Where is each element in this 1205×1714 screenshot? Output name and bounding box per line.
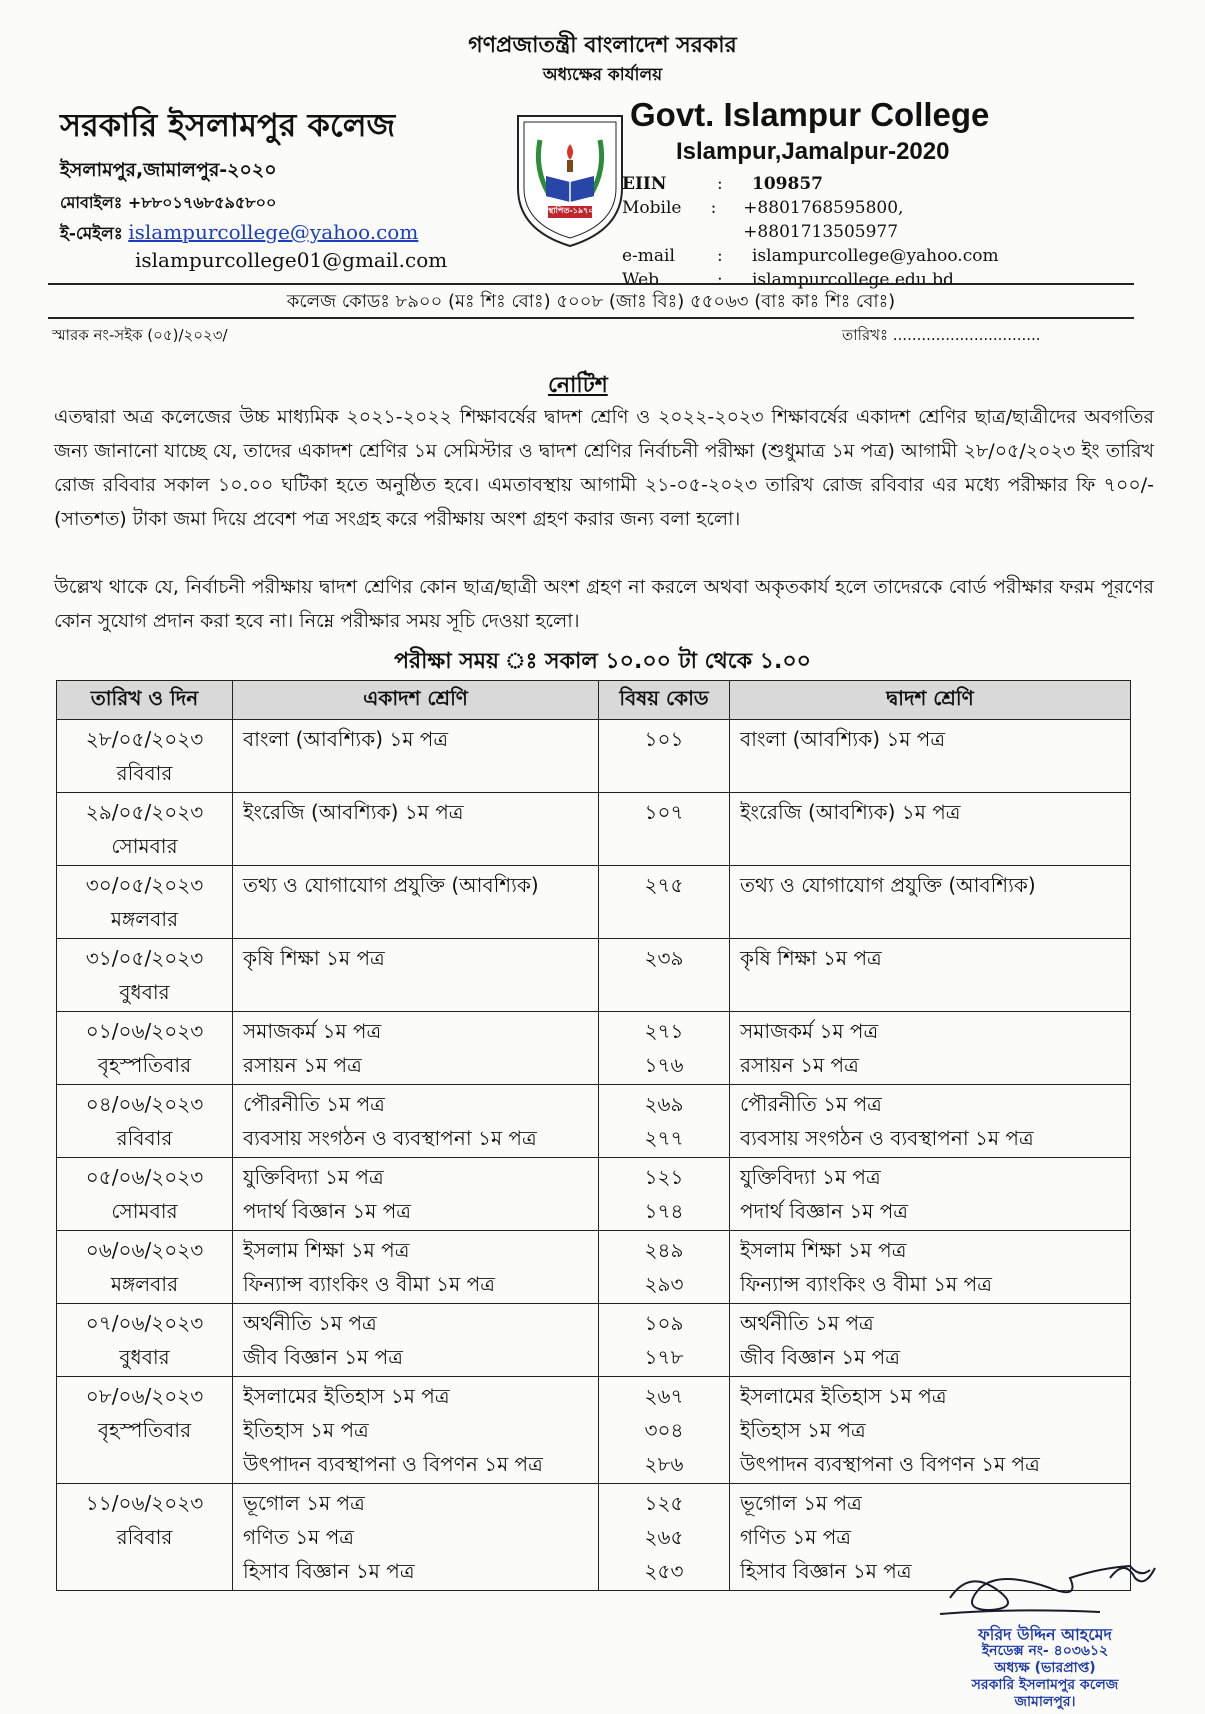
subject-twelve: ইতিহাস ১ম পত্র bbox=[740, 1418, 866, 1442]
subject-twelve: ইংরেজি (আবশ্যিক) ১ম পত্র bbox=[740, 800, 961, 824]
subject-code: ২৭৫ bbox=[644, 873, 684, 897]
exam-date: ৩১/০৫/২০২৩ bbox=[85, 946, 204, 970]
subject-eleven-cell bbox=[233, 1377, 599, 1484]
subject-code: ২৪৯ bbox=[644, 1238, 684, 1262]
subject-twelve-cell bbox=[730, 1231, 1131, 1304]
subject-eleven-cell bbox=[233, 793, 599, 866]
subject-eleven: জীব বিজ্ঞান ১ম পত্র bbox=[243, 1345, 403, 1369]
subject-code bbox=[609, 756, 719, 790]
date-cell bbox=[57, 866, 233, 939]
subject-code-cell bbox=[599, 1012, 730, 1085]
subject-code: ২৩৯ bbox=[644, 946, 684, 970]
subject-twelve: পৌরনীতি ১ম পত্র bbox=[740, 1092, 882, 1116]
subject-twelve: সমাজকর্ম ১ম পত্র bbox=[740, 1019, 879, 1043]
table-row bbox=[57, 866, 1131, 939]
exam-schedule-table bbox=[56, 680, 1131, 1591]
email-line bbox=[60, 220, 418, 249]
divider-bottom bbox=[48, 317, 1134, 319]
contact-value: islampurcollege.edu.bd bbox=[752, 270, 954, 290]
shield-icon bbox=[510, 110, 630, 250]
subject-twelve bbox=[740, 902, 1120, 936]
header-eleven: একাদশ শ্রেণি bbox=[233, 681, 599, 720]
subject-code: ২৭১ bbox=[644, 1019, 684, 1043]
exam-day: রবিবার bbox=[116, 1126, 173, 1150]
subject-eleven bbox=[243, 902, 588, 936]
subject-code bbox=[609, 975, 719, 1009]
subject-code-cell bbox=[599, 1377, 730, 1484]
subject-eleven: পৌরনীতি ১ম পত্র bbox=[243, 1092, 385, 1116]
subject-twelve-cell bbox=[730, 720, 1131, 793]
subject-eleven: গণিত ১ম পত্র bbox=[243, 1525, 354, 1549]
subject-eleven-cell bbox=[233, 1158, 599, 1231]
exam-day: মঙ্গলবার bbox=[110, 907, 179, 931]
contact-value: islampurcollege@yahoo.com bbox=[752, 246, 999, 266]
contact-value: +8801768595800, +8801713505977 bbox=[743, 198, 904, 242]
subject-code: ১৭৬ bbox=[644, 1053, 684, 1077]
logo-established: স্থাপিত-১৯৭০ bbox=[548, 206, 594, 215]
subject-twelve: ব্যবসায় সংগঠন ও ব্যবস্থাপনা ১ম পত্র bbox=[740, 1126, 1034, 1150]
table-row bbox=[57, 1158, 1131, 1231]
contact-key: Web bbox=[622, 270, 660, 290]
exam-date: ০৬/০৬/২০২৩ bbox=[85, 1238, 204, 1262]
exam-date: ২৯/০৫/২০২৩ bbox=[85, 800, 204, 824]
subject-twelve-cell bbox=[730, 1158, 1131, 1231]
subject-code: ২৬৯ bbox=[644, 1092, 684, 1116]
subject-twelve: ইসলামের ইতিহাস ১ম পত্র bbox=[740, 1384, 947, 1408]
subject-twelve: ইসলাম শিক্ষা ১ম পত্র bbox=[740, 1238, 907, 1262]
subject-eleven: ইসলামের ইতিহাস ১ম পত্র bbox=[243, 1384, 450, 1408]
exam-day: সোমবার bbox=[111, 1199, 178, 1223]
subject-eleven: বাংলা (আবশ্যিক) ১ম পত্র bbox=[243, 727, 449, 751]
subject-twelve bbox=[740, 975, 1120, 1009]
subject-code: ১২১ bbox=[644, 1165, 684, 1189]
exam-date: ২৮/০৫/২০২৩ bbox=[85, 727, 204, 751]
subject-eleven: কৃষি শিক্ষা ১ম পত্র bbox=[243, 946, 385, 970]
table-row bbox=[57, 1304, 1131, 1377]
subject-twelve bbox=[740, 829, 1120, 863]
subject-code-cell bbox=[599, 793, 730, 866]
email-2: islampurcollege01@gmail.com bbox=[135, 248, 448, 272]
subject-code bbox=[609, 902, 719, 936]
subject-twelve: যুক্তিবিদ্যা ১ম পত্র bbox=[740, 1165, 881, 1189]
subject-eleven bbox=[243, 975, 588, 1009]
exam-date: ০৪/০৬/২০২৩ bbox=[85, 1092, 204, 1116]
signatory-name: ফরিদ উদ্দিন আহমেদ bbox=[978, 1625, 1112, 1644]
date-cell bbox=[57, 1085, 233, 1158]
exam-day: রবিবার bbox=[116, 1525, 173, 1549]
subject-twelve bbox=[740, 756, 1120, 790]
subject-twelve-cell bbox=[730, 793, 1131, 866]
subject-eleven: ইংরেজি (আবশ্যিক) ১ম পত্র bbox=[243, 800, 464, 824]
subject-code: ১০৭ bbox=[644, 800, 684, 824]
contact-table bbox=[622, 172, 1042, 292]
college-logo bbox=[510, 110, 630, 250]
exam-day: রবিবার bbox=[116, 761, 173, 785]
subject-twelve-cell bbox=[730, 866, 1131, 939]
date-cell bbox=[57, 1231, 233, 1304]
address-bn: ইসলামপুর,জামালপুর-২০২০ bbox=[60, 159, 277, 181]
subject-code: ২৯৩ bbox=[644, 1272, 684, 1296]
subject-code: ১২৫ bbox=[644, 1491, 684, 1515]
subject-code: ২৬৫ bbox=[644, 1525, 684, 1549]
subject-code: ১০১ bbox=[644, 727, 684, 751]
date-cell bbox=[57, 720, 233, 793]
subject-twelve: গণিত ১ম পত্র bbox=[740, 1525, 851, 1549]
subject-eleven-cell bbox=[233, 1085, 599, 1158]
subject-eleven: ইসলাম শিক্ষা ১ম পত্র bbox=[243, 1238, 410, 1262]
table-row bbox=[57, 720, 1131, 793]
subject-twelve-cell bbox=[730, 1085, 1131, 1158]
table-header-row bbox=[57, 681, 1131, 720]
exam-day: বৃহস্পতিবার bbox=[97, 1053, 192, 1077]
subject-code: ২৬৭ bbox=[644, 1384, 684, 1408]
subject-code: ৩০৪ bbox=[644, 1418, 684, 1442]
contact-row-web: Web : islampurcollege.edu.bd bbox=[622, 270, 954, 290]
signature-icon bbox=[930, 1548, 1160, 1628]
subject-eleven: ভূগোল ১ম পত্র bbox=[243, 1491, 365, 1515]
subject-eleven: রসায়ন ১ম পত্র bbox=[243, 1053, 362, 1077]
header-twelve: দ্বাদশ শ্রেণি bbox=[730, 681, 1131, 720]
subject-twelve: অর্থনীতি ১ম পত্র bbox=[740, 1311, 874, 1335]
subject-eleven bbox=[243, 756, 588, 790]
subject-code-cell bbox=[599, 720, 730, 793]
memo-number: স্মারক নং-সইক (০৫)/২০২৩/ bbox=[52, 326, 228, 344]
subject-twelve: জীব বিজ্ঞান ১ম পত্র bbox=[740, 1345, 900, 1369]
subject-twelve: হিসাব বিজ্ঞান ১ম পত্র bbox=[740, 1559, 912, 1583]
contact-row-email: e-mail : islampurcollege@yahoo.com bbox=[622, 246, 999, 266]
divider-top bbox=[48, 283, 1134, 285]
exam-date: ১১/০৬/২০২৩ bbox=[85, 1491, 204, 1515]
subject-twelve-cell bbox=[730, 1377, 1131, 1484]
contact-value: 109857 bbox=[752, 174, 823, 194]
subject-code: ১৭৮ bbox=[644, 1345, 684, 1369]
subject-eleven-cell bbox=[233, 1231, 599, 1304]
subject-eleven-cell bbox=[233, 1012, 599, 1085]
subject-code-cell bbox=[599, 1158, 730, 1231]
subject-code-cell bbox=[599, 1231, 730, 1304]
subject-code-cell bbox=[599, 939, 730, 1012]
contact-key: e-mail bbox=[622, 246, 675, 266]
email-link-1[interactable]: islampurcollege@yahoo.com bbox=[128, 220, 419, 244]
exam-day: সোমবার bbox=[111, 834, 178, 858]
date-cell bbox=[57, 793, 233, 866]
date-cell bbox=[57, 1012, 233, 1085]
subject-code: ১৭৪ bbox=[644, 1199, 684, 1223]
subject-eleven-cell bbox=[233, 1304, 599, 1377]
signatory-college: সরকারি ইসলামপুর কলেজ bbox=[971, 1677, 1119, 1693]
table-row bbox=[57, 939, 1131, 1012]
handwritten-signature bbox=[930, 1548, 1160, 1628]
subject-code-cell bbox=[599, 1085, 730, 1158]
contact-key: Mobile bbox=[622, 198, 682, 218]
signatory-designation: অধ্যক্ষ (ভারপ্রাপ্ত) bbox=[994, 1660, 1096, 1676]
notice-paragraph-1: এতদ্বারা অত্র কলেজের উচ্চ মাধ্যমিক ২০২১-২০২২ শিক্ষাবর্ষের দ্বাদশ শ্রেণি ও ২০২২-২০২৩ শিক্ষাবর্ষের একাদশ শ্রেণির ছাত্র/ছাত্রীদের অবগতির জন্য জানানো যাচ্ছে যে, তাদের একাদশ শ্রেণির ১ম সেমিস্টার ও দ্বাদশ শ্রেণির নির্বাচনী পরীক্ষা (শুধুমাত্র ১ম পত্র) আগামী ২৮/০৫/২০২৩ ইং তারিখ রোজ রবিবার সকাল ১০.০০ ঘটিকা হতে অনুষ্ঠিত হবে। এমতাবস্থায় আগামী ২১-০৫-২০২৩ তারিখ রোজ রবিবার এর মধ্যে পরীক্ষার ফি ৭০০/- (সাতশত) টাকা জমা দিয়ে প্রবেশ পত্র সংগ্রহ করে পরীক্ষায় অংশ গ্রহণ করার জন্য বলা হলো। bbox=[54, 406, 1154, 530]
exam-day: বৃহস্পতিবার bbox=[97, 1418, 192, 1442]
signature-stamp bbox=[930, 1626, 1160, 1711]
subject-twelve-cell bbox=[730, 1304, 1131, 1377]
notice-title: নোটিশ bbox=[548, 373, 608, 398]
date-cell bbox=[57, 1304, 233, 1377]
header-code: বিষয় কোড bbox=[599, 681, 730, 720]
college-name-bn: সরকারি ইসলামপুর কলেজ bbox=[60, 106, 396, 144]
email-label: ই-মেইলঃ bbox=[60, 224, 123, 244]
date-cell bbox=[57, 939, 233, 1012]
contact-row-eiin: EIIN : 109857 bbox=[622, 174, 823, 194]
subject-code-cell bbox=[599, 866, 730, 939]
subject-code-cell bbox=[599, 1484, 730, 1591]
subject-eleven: তথ্য ও যোগাযোগ প্রযুক্তি (আবশ্যিক) bbox=[243, 873, 539, 897]
subject-eleven: ইতিহাস ১ম পত্র bbox=[243, 1418, 369, 1442]
subject-eleven-cell bbox=[233, 939, 599, 1012]
date-cell bbox=[57, 1377, 233, 1484]
subject-eleven: হিসাব বিজ্ঞান ১ম পত্র bbox=[243, 1559, 415, 1583]
subject-code: ২৫৩ bbox=[644, 1559, 684, 1583]
table-row bbox=[57, 1085, 1131, 1158]
government-heading: গণপ্রজাতন্ত্রী বাংলাদেশ সরকার bbox=[468, 33, 737, 58]
table-row bbox=[57, 1231, 1131, 1304]
contact-row-mobile: Mobile : +8801768595800, +8801713505977 bbox=[622, 196, 1042, 244]
subject-twelve: ভূগোল ১ম পত্র bbox=[740, 1491, 862, 1515]
exam-date: ০৭/০৬/২০২৩ bbox=[85, 1311, 204, 1335]
exam-date: ০১/০৬/২০২৩ bbox=[85, 1019, 204, 1043]
mobile-number: +৮৮০১৭৬৮৫৯৫৮০০ bbox=[127, 193, 277, 212]
subject-code: ২৭৭ bbox=[644, 1126, 684, 1150]
subject-eleven bbox=[243, 829, 588, 863]
subject-eleven-cell bbox=[233, 1484, 599, 1591]
mobile-label: মোবাইলঃ bbox=[60, 193, 123, 212]
subject-code: ২৮৬ bbox=[644, 1452, 684, 1476]
exam-date: ০৮/০৬/২০২৩ bbox=[85, 1384, 204, 1408]
notice-paragraph-2: উল্লেখ থাকে যে, নির্বাচনী পরীক্ষায় দ্বাদশ শ্রেণির কোন ছাত্র/ছাত্রী অংশ গ্রহণ না করলে অথবা অকৃতকার্য হলে তাদেরকে বোর্ড পরীক্ষার ফরম পূরণের কোন সুযোগ প্রদান করা হবে না। নিম্নে পরীক্ষার সময় সূচি দেওয়া হলো। bbox=[54, 576, 1154, 632]
address-en: Islampur,Jamalpur-2020 bbox=[676, 138, 950, 165]
exam-date: ০৫/০৬/২০২৩ bbox=[85, 1165, 204, 1189]
subject-twelve: পদার্থ বিজ্ঞান ১ম পত্র bbox=[740, 1199, 908, 1223]
subject-eleven: যুক্তিবিদ্যা ১ম পত্র bbox=[243, 1165, 384, 1189]
subject-eleven: সমাজকর্ম ১ম পত্র bbox=[243, 1019, 382, 1043]
college-codes: কলেজ কোডঃ ৮৯০০ (মঃ শিঃ বোঃ) ৫০০৮ (জাঃ বিঃ) ৫৫০৬৩ (বাঃ কাঃ শিঃ বোঃ) bbox=[286, 291, 896, 312]
college-name-en: Govt. Islampur College bbox=[630, 96, 990, 133]
subject-twelve: কৃষি শিক্ষা ১ম পত্র bbox=[740, 946, 882, 970]
signatory-place: জামালপুর। bbox=[1014, 1694, 1076, 1710]
subject-eleven-cell bbox=[233, 720, 599, 793]
date-cell bbox=[57, 1484, 233, 1591]
exam-day: বুধবার bbox=[119, 1345, 170, 1369]
subject-code bbox=[609, 829, 719, 863]
date-cell bbox=[57, 1158, 233, 1231]
exam-day: বুধবার bbox=[119, 980, 170, 1004]
contact-key: EIIN bbox=[622, 174, 667, 194]
subject-code-cell bbox=[599, 1304, 730, 1377]
subject-eleven: ব্যবসায় সংগঠন ও ব্যবস্থাপনা ১ম পত্র bbox=[243, 1126, 537, 1150]
table-row bbox=[57, 1377, 1131, 1484]
exam-day: মঙ্গলবার bbox=[110, 1272, 179, 1296]
office-heading: অধ্যক্ষের কার্যালয় bbox=[542, 65, 663, 85]
subject-eleven: পদার্থ বিজ্ঞান ১ম পত্র bbox=[243, 1199, 411, 1223]
exam-date: ৩০/০৫/২০২৩ bbox=[85, 873, 204, 897]
subject-eleven: ফিন্যান্স ব্যাংকিং ও বীমা ১ম পত্র bbox=[243, 1272, 495, 1296]
signatory-index: ইনডেক্স নং- ৪০৩৬১২ bbox=[981, 1643, 1109, 1659]
subject-twelve: তথ্য ও যোগাযোগ প্রযুক্তি (আবশ্যিক) bbox=[740, 873, 1036, 897]
mobile-line bbox=[60, 190, 276, 217]
subject-code: ১০৯ bbox=[644, 1311, 684, 1335]
subject-twelve: উৎপাদন ব্যবস্থাপনা ও বিপণন ১ম পত্র bbox=[740, 1452, 1040, 1476]
table-row bbox=[57, 1012, 1131, 1085]
subject-twelve: ফিন্যান্স ব্যাংকিং ও বীমা ১ম পত্র bbox=[740, 1272, 992, 1296]
subject-twelve-cell bbox=[730, 939, 1131, 1012]
subject-twelve: বাংলা (আবশ্যিক) ১ম পত্র bbox=[740, 727, 946, 751]
subject-eleven: অর্থনীতি ১ম পত্র bbox=[243, 1311, 377, 1335]
header-date: তারিখ ও দিন bbox=[57, 681, 233, 720]
subject-eleven-cell bbox=[233, 866, 599, 939]
subject-twelve: রসায়ন ১ম পত্র bbox=[740, 1053, 859, 1077]
subject-twelve-cell bbox=[730, 1012, 1131, 1085]
exam-time-heading: পরীক্ষা সময় ঃ সকাল ১০.০০ টা থেকে ১.০০ bbox=[394, 649, 811, 674]
subject-eleven: উৎপাদন ব্যবস্থাপনা ও বিপণন ১ম পত্র bbox=[243, 1452, 543, 1476]
date-field: তারিখঃ ............................... bbox=[842, 326, 1041, 344]
table-row bbox=[57, 793, 1131, 866]
